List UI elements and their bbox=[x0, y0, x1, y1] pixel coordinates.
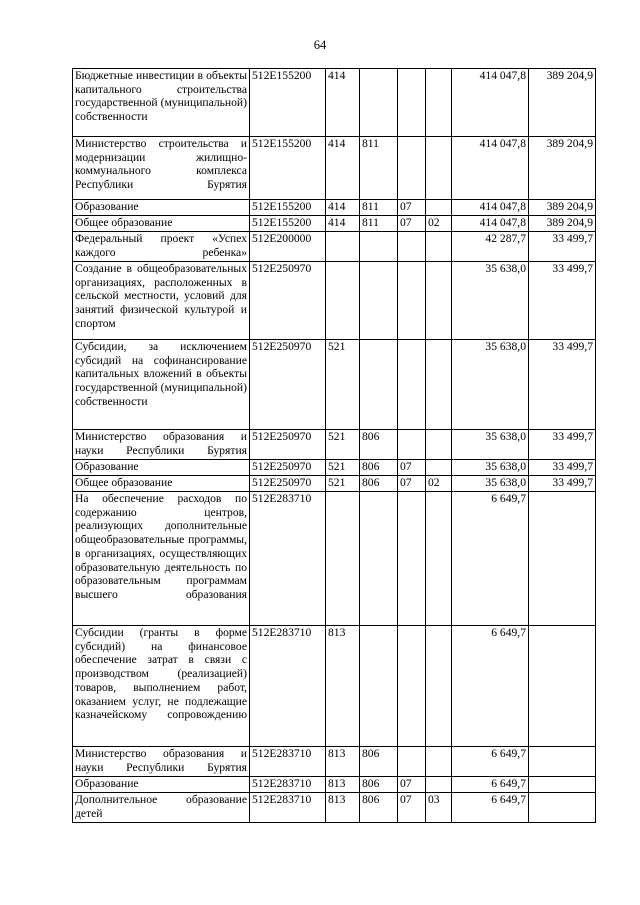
row-csr: 512E283710 bbox=[250, 747, 326, 777]
row-sum2: 389 204,9 bbox=[529, 69, 596, 137]
page-number: 64 bbox=[313, 38, 327, 52]
row-sum1: 42 287,7 bbox=[452, 232, 529, 262]
table-row bbox=[73, 430, 596, 460]
row-name: Дополнительное образование детей bbox=[73, 793, 250, 823]
row-grbs: 806 bbox=[360, 430, 398, 460]
row-grbs bbox=[360, 492, 398, 626]
row-sum2 bbox=[529, 777, 596, 793]
row-sum1: 414 047,8 bbox=[452, 69, 529, 137]
row-sum1: 6 649,7 bbox=[452, 492, 529, 626]
row-pr bbox=[426, 232, 452, 262]
row-csr: 512E283710 bbox=[250, 793, 326, 823]
row-csr: 512E250970 bbox=[250, 262, 326, 340]
table-row bbox=[73, 476, 596, 492]
row-rz bbox=[398, 492, 426, 626]
row-rz bbox=[398, 137, 426, 200]
table-row bbox=[73, 200, 596, 216]
row-name: Образование bbox=[73, 777, 250, 793]
row-sum1: 414 047,8 bbox=[452, 216, 529, 232]
row-grbs bbox=[360, 69, 398, 137]
table-row bbox=[73, 216, 596, 232]
table-row bbox=[73, 747, 596, 777]
row-name: Министерство строительства и модернизации жилищно-коммунального комплекса Республики Бурятия bbox=[73, 137, 250, 200]
row-vr: 414 bbox=[326, 69, 360, 137]
row-vr: 813 bbox=[326, 777, 360, 793]
budget-table bbox=[72, 68, 596, 823]
row-name: Министерство образования и науки Республики Бурятия bbox=[73, 430, 250, 460]
row-pr bbox=[426, 492, 452, 626]
row-csr: 512E250970 bbox=[250, 340, 326, 430]
row-grbs: 806 bbox=[360, 777, 398, 793]
row-vr: 521 bbox=[326, 476, 360, 492]
row-grbs: 811 bbox=[360, 200, 398, 216]
row-sum2: 389 204,9 bbox=[529, 137, 596, 200]
table-row bbox=[73, 626, 596, 747]
row-csr: 512E283710 bbox=[250, 626, 326, 747]
table-row bbox=[73, 492, 596, 626]
row-grbs: 806 bbox=[360, 747, 398, 777]
row-vr: 813 bbox=[326, 793, 360, 823]
row-csr: 512E250970 bbox=[250, 430, 326, 460]
row-rz bbox=[398, 69, 426, 137]
row-rz bbox=[398, 626, 426, 747]
row-sum1: 6 649,7 bbox=[452, 626, 529, 747]
table-row bbox=[73, 793, 596, 823]
row-rz: 07 bbox=[398, 460, 426, 476]
row-sum2: 33 499,7 bbox=[529, 460, 596, 476]
row-vr: 414 bbox=[326, 216, 360, 232]
row-name: Субсидии (гранты в форме субсидий) на финансовое обеспечение затрат в связи с производством (реализацией) товаров, выполнением работ, оказанием услуг, не подлежащие казначейскому сопровождению bbox=[73, 626, 250, 747]
row-vr: 521 bbox=[326, 430, 360, 460]
table-row bbox=[73, 232, 596, 262]
row-vr: 813 bbox=[326, 747, 360, 777]
row-sum1: 35 638,0 bbox=[452, 262, 529, 340]
row-sum2: 33 499,7 bbox=[529, 232, 596, 262]
row-sum2: 389 204,9 bbox=[529, 216, 596, 232]
row-grbs: 806 bbox=[360, 476, 398, 492]
row-vr: 414 bbox=[326, 137, 360, 200]
row-csr: 512E155200 bbox=[250, 69, 326, 137]
row-csr: 512E283710 bbox=[250, 777, 326, 793]
row-pr bbox=[426, 200, 452, 216]
row-sum2: 33 499,7 bbox=[529, 430, 596, 460]
row-grbs bbox=[360, 340, 398, 430]
row-pr: 03 bbox=[426, 793, 452, 823]
row-sum2: 33 499,7 bbox=[529, 340, 596, 430]
row-vr bbox=[326, 262, 360, 340]
row-csr: 512E200000 bbox=[250, 232, 326, 262]
row-grbs: 806 bbox=[360, 793, 398, 823]
row-vr bbox=[326, 232, 360, 262]
row-sum1: 35 638,0 bbox=[452, 340, 529, 430]
row-name: Субсидии, за исключением субсидий на софинансирование капитальных вложений в объекты государственной (муниципальной) собственности bbox=[73, 340, 250, 430]
row-sum1: 414 047,8 bbox=[452, 200, 529, 216]
row-rz bbox=[398, 747, 426, 777]
row-name: Создание в общеобразовательных организациях, расположенных в сельской местности, условий для занятий физической культурой и спортом bbox=[73, 262, 250, 340]
row-pr bbox=[426, 430, 452, 460]
row-sum1: 6 649,7 bbox=[452, 747, 529, 777]
row-pr: 02 bbox=[426, 216, 452, 232]
row-grbs bbox=[360, 262, 398, 340]
row-sum1: 6 649,7 bbox=[452, 777, 529, 793]
table-row bbox=[73, 460, 596, 476]
table-row bbox=[73, 69, 596, 137]
table-row bbox=[73, 262, 596, 340]
row-sum2: 33 499,7 bbox=[529, 476, 596, 492]
row-sum1: 35 638,0 bbox=[452, 430, 529, 460]
row-sum1: 35 638,0 bbox=[452, 460, 529, 476]
row-rz bbox=[398, 262, 426, 340]
row-name: Федеральный проект «Успех каждого ребенка» bbox=[73, 232, 250, 262]
row-vr: 521 bbox=[326, 340, 360, 430]
row-sum2 bbox=[529, 626, 596, 747]
row-pr bbox=[426, 262, 452, 340]
row-csr: 512E155200 bbox=[250, 216, 326, 232]
row-name: Общее образование bbox=[73, 216, 250, 232]
row-sum2: 389 204,9 bbox=[529, 200, 596, 216]
table-row bbox=[73, 340, 596, 430]
row-sum1: 414 047,8 bbox=[452, 137, 529, 200]
row-name: Общее образование bbox=[73, 476, 250, 492]
row-csr: 512E250970 bbox=[250, 460, 326, 476]
table-row bbox=[73, 777, 596, 793]
row-pr bbox=[426, 747, 452, 777]
row-pr bbox=[426, 137, 452, 200]
row-rz bbox=[398, 430, 426, 460]
row-rz: 07 bbox=[398, 216, 426, 232]
row-rz bbox=[398, 340, 426, 430]
row-grbs bbox=[360, 626, 398, 747]
row-rz: 07 bbox=[398, 793, 426, 823]
row-vr: 521 bbox=[326, 460, 360, 476]
row-csr: 512E250970 bbox=[250, 476, 326, 492]
row-name: Министерство образования и науки Республики Бурятия bbox=[73, 747, 250, 777]
row-grbs: 806 bbox=[360, 460, 398, 476]
row-pr: 02 bbox=[426, 476, 452, 492]
row-sum1: 6 649,7 bbox=[452, 793, 529, 823]
row-csr: 512E283710 bbox=[250, 492, 326, 626]
row-grbs: 811 bbox=[360, 216, 398, 232]
row-name: Бюджетные инвестиции в объекты капитального строительства государственной (муниципальной) собственности bbox=[73, 69, 250, 137]
row-csr: 512E155200 bbox=[250, 200, 326, 216]
row-pr bbox=[426, 69, 452, 137]
row-pr bbox=[426, 460, 452, 476]
row-rz bbox=[398, 232, 426, 262]
row-sum2 bbox=[529, 793, 596, 823]
row-vr: 414 bbox=[326, 200, 360, 216]
row-rz: 07 bbox=[398, 476, 426, 492]
row-csr: 512E155200 bbox=[250, 137, 326, 200]
row-rz: 07 bbox=[398, 777, 426, 793]
table-row bbox=[73, 137, 596, 200]
row-vr: 813 bbox=[326, 626, 360, 747]
row-pr bbox=[426, 626, 452, 747]
row-sum1: 35 638,0 bbox=[452, 476, 529, 492]
row-pr bbox=[426, 340, 452, 430]
row-sum2: 33 499,7 bbox=[529, 262, 596, 340]
row-vr bbox=[326, 492, 360, 626]
row-name: Образование bbox=[73, 460, 250, 476]
row-name: На обеспечение расходов по содержанию центров, реализующих дополнительные общеобразовательные программы, в организациях, осуществляющих образовательную деятельность по образовательным программам высшего образования bbox=[73, 492, 250, 626]
row-rz: 07 bbox=[398, 200, 426, 216]
row-pr bbox=[426, 777, 452, 793]
row-name: Образование bbox=[73, 200, 250, 216]
row-sum2 bbox=[529, 492, 596, 626]
row-grbs: 811 bbox=[360, 137, 398, 200]
row-sum2 bbox=[529, 747, 596, 777]
row-grbs bbox=[360, 232, 398, 262]
